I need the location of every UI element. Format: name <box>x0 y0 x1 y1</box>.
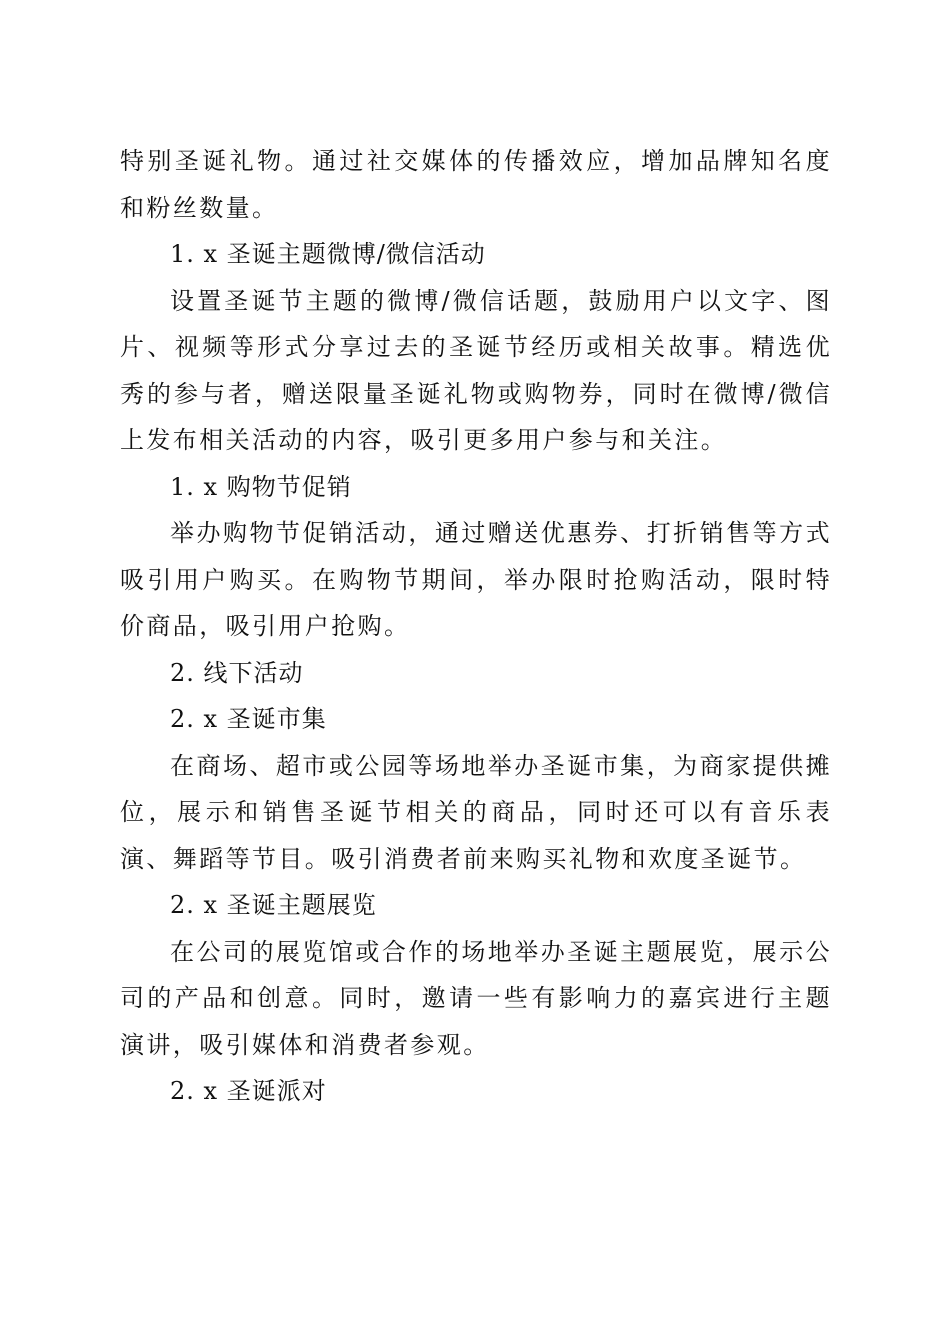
document-body <box>120 138 832 1115</box>
paragraph-social-media-summary: 特别圣诞礼物。通过社交媒体的传播效应，增加品牌知名度和粉丝数量。 <box>120 147 832 222</box>
heading-christmas-market: 2. x 圣诞市集 <box>170 705 327 733</box>
paragraph-christmas-market: 在商场、超市或公园等场地举办圣诞市集，为商家提供摊位，展示和销售圣诞节相关的商品，同时还可以有音乐表演、舞蹈等节目。吸引消费者前来购买礼物和欢度圣诞节。 <box>120 751 832 873</box>
paragraph-shopping-festival: 举办购物节促销活动，通过赠送优惠券、打折销售等方式吸引用户购买。在购物节期间，举办限时抢购活动，限时特价商品，吸引用户抢购。 <box>120 519 832 640</box>
heading-shopping-festival: 1. x 购物节促销 <box>170 472 352 501</box>
heading-offline-activities: 2. 线下活动 <box>170 658 304 687</box>
paragraph-weibo-wechat-activity: 设置圣诞节主题的微博/微信话题，鼓励用户以文字、图片、视频等形式分享过去的圣诞节经历或相关故事。精选优秀的参与者，赠送限量圣诞礼物或购物券，同时在微博/微信上发布相关活动的内容，吸引更多用户参与和关注。 <box>120 286 832 454</box>
heading-weibo-wechat-activity: 1. x 圣诞主题微博/微信活动 <box>170 240 486 268</box>
paragraph-christmas-exhibition: 在公司的展览馆或合作的场地举办圣诞主题展览，展示公司的产品和创意。同时，邀请一些有影响力的嘉宾进行主题演讲，吸引媒体和消费者参观。 <box>120 937 832 1059</box>
heading-christmas-exhibition: 2. x 圣诞主题展览 <box>170 891 377 919</box>
heading-christmas-party: 2. x 圣诞派对 <box>170 1077 327 1105</box>
